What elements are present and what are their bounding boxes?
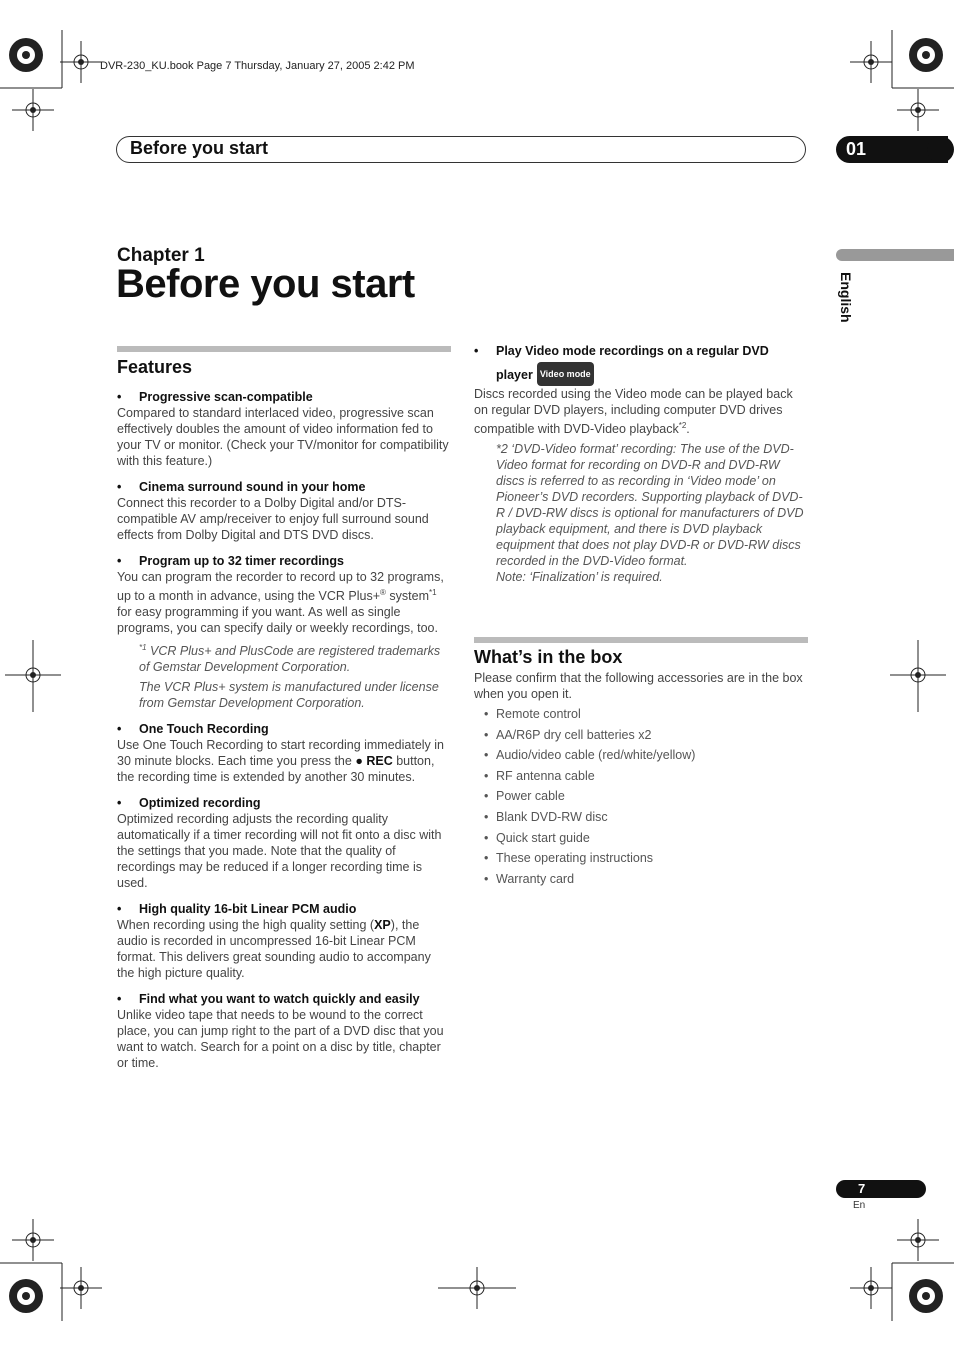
feature-item xyxy=(117,389,451,469)
feature-item xyxy=(117,479,451,543)
feature-title: • One Touch Recording xyxy=(117,721,451,737)
language-tab xyxy=(836,249,954,261)
page-language: En xyxy=(853,1200,866,1211)
chapter-number: 01 xyxy=(846,139,867,159)
feature-title: • Progressive scan-compatible xyxy=(117,389,451,405)
list-item: • AA/R6P dry cell batteries x2 xyxy=(474,728,808,749)
list-item: • Warranty card xyxy=(474,872,808,893)
feature-text: Compared to standard interlaced video, progressive scan effectively doubles the amount of video information fed to your TV or monitor. (Check your TV/monitor for compatibility with this feature.) xyxy=(117,406,449,468)
feature-item xyxy=(117,795,451,891)
footnote: The VCR Plus+ system is manufactured under license from Gemstar Development Corporation. xyxy=(139,680,439,711)
page-number: 7 xyxy=(858,1181,866,1196)
video-mode-text: Discs recorded using the Video mode can be played back on regular DVD players, including computer DVD drives compatible with DVD-Video playback$^{*2}$. xyxy=(474,387,793,437)
feature-title: • Cinema surround sound in your home xyxy=(117,479,451,495)
video-mode-section xyxy=(474,340,808,585)
box-intro: Please confirm that the following accessories are in the box when you open it. xyxy=(474,671,803,701)
page-number-tab xyxy=(836,1180,926,1198)
chapter-label: Chapter 1 xyxy=(117,245,205,266)
features-list xyxy=(117,389,451,1079)
feature-text: Unlike video tape that needs to be wound to the correct place, you can jump right to the part of a DVD disc that you want to watch. Search for a point on a disc by title, chapter or time. xyxy=(117,1008,444,1071)
feature-text: Use One Touch Recording to start recording immediately in 30 minute blocks. Each time you press the ● REC button, the recording time is extended by another 30 minutes. xyxy=(117,738,445,785)
feature-item xyxy=(117,991,451,1071)
finalization-note: Note: ‘Finalization’ is required. xyxy=(496,570,663,585)
video-mode-title: • Play Video mode recordings on a regular DVD player Video mode xyxy=(474,340,808,386)
box-rule xyxy=(474,637,808,643)
video-mode-badge: Video mode xyxy=(537,362,594,386)
page-title: Before you start xyxy=(116,262,415,306)
list-item: • Quick start guide xyxy=(474,831,808,852)
feature-item xyxy=(117,901,451,981)
features-heading: Features xyxy=(117,357,193,377)
list-item: • Audio/video cable (red/white/yellow) xyxy=(474,748,808,769)
feature-text: You can program the recorder to record up to 32 programs, up to a month in advance, using the VCR Plus+® system$^{*1}$ for easy programming if you want. As well as single programs, you can specify daily or weekly recordings, too. xyxy=(117,570,444,636)
feature-title: • Optimized recording xyxy=(117,795,451,811)
feature-title: • High quality 16-bit Linear PCM audio xyxy=(117,901,451,917)
feature-title: • Find what you want to watch quickly and easily xyxy=(117,991,451,1007)
features-rule xyxy=(117,346,451,352)
rec-button-label: ● REC xyxy=(355,754,393,769)
footnote: $^{*1}$ VCR Plus+ and PlusCode are registered trademarks of Gemstar Development Corporation. xyxy=(139,643,441,675)
feature-title: • Program up to 32 timer recordings xyxy=(117,553,451,569)
feature-item xyxy=(117,721,451,785)
header-title: Before you start xyxy=(130,138,269,158)
box-contents-list xyxy=(474,707,808,892)
feature-text: Optimized recording adjusts the recording quality automatically if a timer recording will not fit onto a disc with the settings that you made. Note that the quality of recordings may be reduced if a longer recording time is used. xyxy=(117,812,442,891)
feature-text: Connect this recorder to a Dolby Digital and/or DTS-compatible AV amp/receiver to enjoy full surround sound effects from Dolby Digital and DTS DVD discs. xyxy=(117,496,429,542)
feature-item xyxy=(117,553,451,711)
list-item: • RF antenna cable xyxy=(474,769,808,790)
list-item: • Power cable xyxy=(474,789,808,810)
list-item: • Remote control xyxy=(474,707,808,728)
video-mode-footnote: *2 ‘DVD-Video format’ recording: The use of the DVD-Video format for recording on DVD-R and DVD-RW discs is referred to as recording in ‘Video mode’ on Pioneer’s DVD recorders. Supporting playback of DVD-R / DVD-RW discs is optional for manufacturers of DVD playback equipment, and there is DVD playback equipment that does not play DVD-R or DVD-RW discs recorded in the DVD-Video format. xyxy=(496,442,804,569)
box-heading: What’s in the box xyxy=(474,647,623,667)
book-info-line: DVR-230_KU.book Page 7 Thursday, January 27, 2005 2:42 PM xyxy=(100,60,415,72)
language-label: English xyxy=(838,272,854,323)
list-item: • Blank DVD-RW disc xyxy=(474,810,808,831)
feature-text: When recording using the high quality setting (XP), the audio is recorded in uncompressed 16-bit Linear PCM format. This delivers great sounding audio to accompany the high picture quality. xyxy=(117,918,431,981)
list-item: • These operating instructions xyxy=(474,851,808,872)
